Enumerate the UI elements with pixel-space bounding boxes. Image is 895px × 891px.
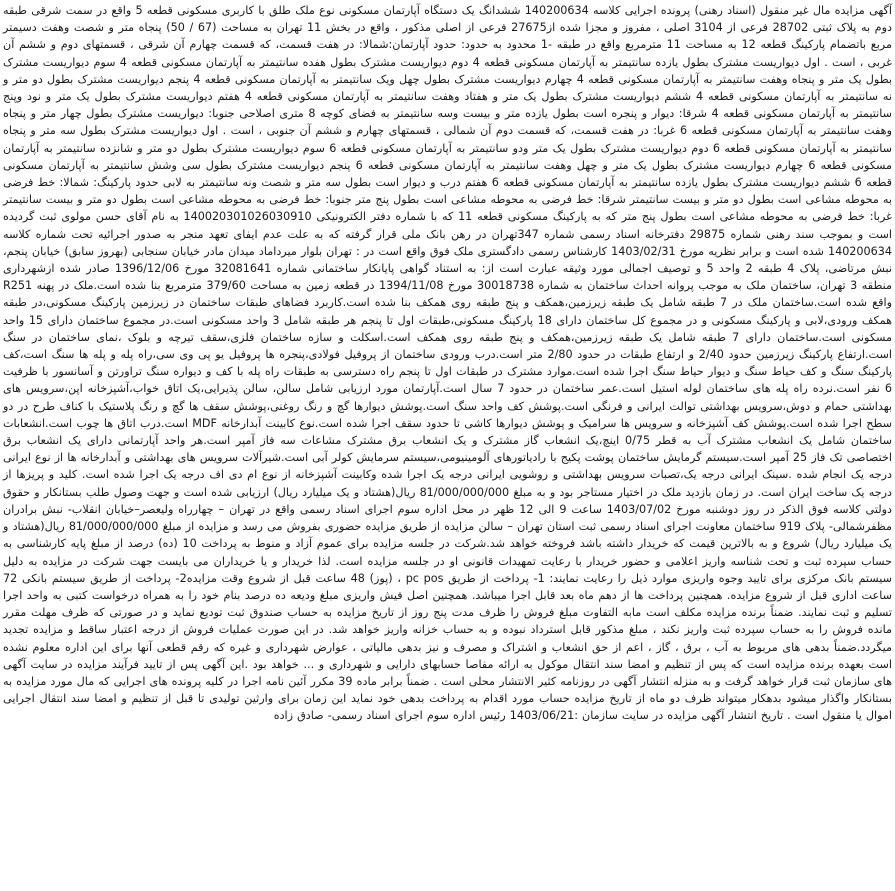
auction-notice-text: آگهی مزایده مال غیر منقول (اسناد رهنی) پرونده اجرایی کلاسه 140200634 ششدانگ یک دستگاه آپارتمان مسکونی نوع ملک طلق با کاربری مسکونی قطعه 5 واقع در سمت شرقی طبقه دوم به پلاک ثبتی 28702 فرعی از 3104 اصلی ، مفروز و مجزا شده از27675 فرعی از اصلی مذکور ، واقع در بخش 11 تهران به مساحت (67 / 50) پنجاه متر و شصت وهفت دسیمتر مربع باتضمام پارکینگ قطعه 12 به مساحت 11 مترمربع واقع در طبقه -1 محدود به حدود: حدود آپارتمان:شمالا: در هفت قسمت، که قسمت چهارم آن شرقی ، قسمتهای دوم و ششم آن غربی ، است . اول دیواریست مشترک بطول یازده سانتیمتر به آپارتمان مسکونی قطعه 4 دوم دیواریست مشترک بطول هفده سانتیمتر به آپارتمان مسکونی قطعه 4 سوم دیواریست مشترک بطول یک متر و پنجاه وهفت سانتیمتر به آپارتمان مسکونی قطعه 4 چهارم دیواریست مشترک بطول چهل ویک سانتیمتر به آپارتمان مسکونی قطعه 4 پنجم دیواریست مشترک بطول دو متر و نه سانتیمتر به آپارتمان مسکونی قطعه 4 ششم دیواریست مشترک بطول یک متر و هفتاد وهفت سانتیمتر به آپارتمان مسکونی قطعه 4 هفتم دیواریست مشترک بطول یک متر و نود وپنج سانتیمتر به آپارتمان مسکونی قطعه 4 شرقا: دیوار و پنجره است بطول یازده متر و بیست وسه سانتیمتر به فضای کوچه 8 متری اصلاحی جنوبا: دیواریست مشترک بطول چهار متر و پنجاه وهفت سانتیمتر به آپارتمان مسکونی قطعه 6 غربا: در هفت قسمت، که قسمت دوم آن شمالی ، قسمتهای چهارم و ششم آن جنوبی ، است . اول دیواریست مشترک بطول سه متر و پنجاه سانتیمتر به آپارتمان مسکونی قطعه 6 دوم دیواریست مشترک بطول یک متر ودو سانتیمتر به آپارتمان مسکونی قطعه 6 سوم دیواریست مشترک بطول دو متر و شانزده سانتیمتر به آپارتمان مسکونی قطعه 6 چهارم دیواریست مشترک بطول یک متر و چهل وهفت سانتیمتر به آپارتمان مسکونی قطعه 6 پنجم دیواریست مشترک بطول سی وشش سانتیمتر به آپارتمان مسکونی قطعه 6 ششم دیواریست مشترک بطول یازده سانتیمتر به آپارتمان مسکونی قطعه 6 هفتم درب و دیوار است بطول سه متر و شصت ونه سانتیمتر به لابی حدود پارکینگ: شمالا: خط فرضی به محوطه مشاعی است بطول دو متر و بیست سانتیمتر شرقا: خط فرضی به محوطه مشاعی است بطول پنج متر جنوبا: خط فرضی به محوطه مشاعی است بطول دو متر و بیست سانتیمتر غربا: خط فرضی به محوطه مشاعی است بطول پنج متر که به پارکینگ مسکونی قطعه 11 که با شماره دفتر الکترونیکی 140020301026030910 به نام آقای حسن مولوی ثبت گردیده است و بموجب سند رهنی شماره 29875 دفترخانه اسناد رسمی شماره 347تهران در رهن بانک ملی قرار گرفته که به علت عدم ایفای تعهد منجر به صدور اجرائیه تحت شماره کلاسه 140200634 شده است و برابر نظریه مورخ 1403/02/31 کارشناس رسمی دادگستری ملک فوق واقع است در : تهران بلوار میرداماد میدان مادر خیابان سنجابی (بهروز سابق) خیابان پنجم، نبش مرتاضی، پلاک 4 طبقه 2 واحد 5 و توصیف اجمالی مورد وثیقه عبارت است از: به استناد گواهی پایانکار ساختمانی شماره 32081641 مورخ 1396/12/06 صادر شده ازشهرداری منطقه 3 تهران، ساختمان ملک به موجب پروانه احداث ساختمان به شماره 30018738 مورخ 1394/11/08 در قطعه زمین به مساحت 379/60 مترمربع بنا شده است.ملک در پهنه R251 واقع شده است.ساختمان ملک در 7 طبقه شامل یک طبقه زیرزمین،همکف و پنج طبقه روی همکف بنا شده است.کاربرد فضاهای طبقات ساختمان در زیرزمین پارکینگ مسکونی،در طبقه همکف ورودی،لابی و پارکینگ مسکونی و در مجموع کل ساختمان دارای 18 پارکینگ مسکونی،طبقات اول تا پنجم هر طبقه شامل 3 واحد مسکونی است.در مجموع ساختمان دارای 15 واحد مسکونی است.ساختمان دارای 7 طبقه شامل یک طبقه زیرزمین،همکف و پنج طبقه روی همکف است.اسکلت و سازه ساختمان فلزی،سقف تیرچه و بلوک ،نمای ساختمان در سنگ است.ارتفاع پارکینگ زیرزمین حدود 2/40 و ارتفاع طبقات در حدود 2/80 متر است.درب ورودی ساختمان از پروفیل فولادی،پنجره ها پروفیل یو پی وی سی،راه پله و پله ها سنگ است،کف پارکینگ سنگ و کف حیاط سنگ و دیوار حیاط سنگ اجرا شده است.موارد مشترک در طبقات اول تا پنجم راه دسترسی به طبقات راه پله با کف و دیواره سنگ تراورتن و آسانسور با ظرفیت 6 نفر است.نرده راه پله های ساختمان لوله استیل است.عمر ساختمان در حدود 7 سال است.آپارتمان مورد ارزیابی شامل سالن، سالن پذیرایی،یک اتاق خواب،آشپزخانه اپن،سرویس های بهداشتی حمام و دوش،سرویس بهداشتی توالت ایرانی و فرنگی است.پوشش کف واحد سنگ است.پوشش دیوارها گچ و رنگ روغنی،پوشش سقف ها گچ و رنگ پلاستیک با کناف طرح در دو سطح اجرا شده است.پوشش کف آشپزخانه و سرویس ها سرامیک و پوشش دیوارها کاشی تا حدود سقف اجرا شده است.نوع کابینت آبدارخانه MDF است.درب اتاق ها چوب است.انشعابات ساختمان شامل یک انشعاب مشترک آب به قطر 0/75 اینچ،یک انشعاب گاز مشترک و یک انشعاب برق مشترک مشاعات سه فاز آمپر است.هر واحد آپارتمانی دارای یک انشعاب برق اختصاصی تک فاز 25 آمپر است.سیستم گرمایش ساختمان پوشت پکیج با رادیاتورهای آلومینیومی،سیستم سرمایش کولر آبی است.شیرآلات سرویس های بهداشتی و آبدارخانه ها از نوع ایرانی درجه یک انجام شده .سینک ایرانی درجه یک،تصبات سرویس بهداشتی و روشویی ایرانی درجه یک اجرا شده وکابینت آشپزخانه از نوع ام دی اف درجه یک اجرا شده است. کلید و پریزها از درجه یک ساخت ایران است. در زمان بازدید ملک در اختیار مستاجر بود و به مبلغ 81/000/000/000 ریال(هشتاد و یک میلیارد ریال) ارزیابی شده است و جهت وصول طلب بستانکار و حقوق دولتی کلاسه فوق الذکر در روز دوشنبه مورخ 1403/07/02 ساعت 9 الی 12 ظهر در محل اداره سوم اجرای اسناد رسمی واقع در تهران – چهارراه ولیعصر–خیابان انقلاب- نبش برادران مظفرشمالی- پلاک 919 ساختمان معاونت اجرای اسناد رسمی ثبت استان تهران – سالن مزایده از طریق مزایده حضوری بفروش می رسد و مزایده از مبلغ 81/000/000/000 ریال(هشتاد و یک میلیارد ریال) شروع و به بالاترین قیمت که خریدار داشته باشد فروخته خواهد شد.شرکت در جلسه مزایده برای عموم آزاد و منوط به پرداخت 10 (ده) درصد از مبلغ پایه کارشناسی به حساب سپرده ثبت و تحت شناسه واریز اعلامی و حضور خریدار با رعایت تمهیدات قانونی او در جلسه مزایده است. لذا خریدار و یا خریداران می بایست جهت شرکت در مزایده به دلیل سیستم بانک مرکزی برای تایید وجوه واریزی موارد ذیل را رعایت نمایند: 1- پرداخت از طریق pc pos ، (پوز) 48 ساعت قبل از شروع وقت مزایده2- پرداخت از طریق سیستم بانکی 72 ساعت اداری قبل از شروع مزایده. همچنین پرداخت ها از دهم ماه بعد قابل اجرا میباشد. همچنین اصل فیش واریزی مبلغ ودیعه ده درصد بنام خود را به همراه درخواست کتبی به واحد اجرا تسلیم و ثبت نمایند. ضمناً برنده مزایده مکلف است مابه التفاوت مبلغ فروش را ظرف مدت پنج روز از تاریخ مزایده به حساب صندوق ثبت تودیع نماید و در صورتی که ظرف مهلت مقرر مانده فروش را به حساب سپرده ثبت واریز نکند ، مبلغ مذکور قابل استرداد نبوده و به حساب خزانه واریز خواهد شد. در این صورت عملیات فروش از درجه اعتبار ساقط و مزایده تجدید میگردد.ضمناً بدهی های مربوط به آب ، برق ، گاز ، اعم از حق انشعاب و اشتراک و مصرف و نیز بدهی مالیاتی ، عوارض شهرداری و غیره که رقم قطعی آنها برای این اداره معلوم نشده است بعهده برنده مزایده است که پس از تنظیم و امضا سند انتقال موکول به ارائه مفاصا حسابهای دارایی و شهرداری و ... خواهد بود .این آگهی پس از تایید فرآیند مزایده در سایت آگهی های سازمان ثبت قرار خواهد گرفت و به منزله انتشار آگهی در روزنامه کثیر الانتشار محلی است . ضمناً برابر ماده 39 مکرر آئین نامه اجرا در کلیه پرونده های اجرایی که مال مورد مزایده به بستانکار واگذار میشود بدهکار میتواند ظرف دو ماه از تاریخ مزایده حساب مورد اقدام به پرداخت بدهی خود نماید این زمان برای وارثین تولیدی تا قبل از تنظیم و امضا سند انتقال اجرایی اموال یا منقول است . تاریخ انتشار آگهی مزایده در سایت سازمان :1403/06/21 رئیس اداره سوم اجرای اسناد رسمی- صادق زاده [3,4,893,723]
